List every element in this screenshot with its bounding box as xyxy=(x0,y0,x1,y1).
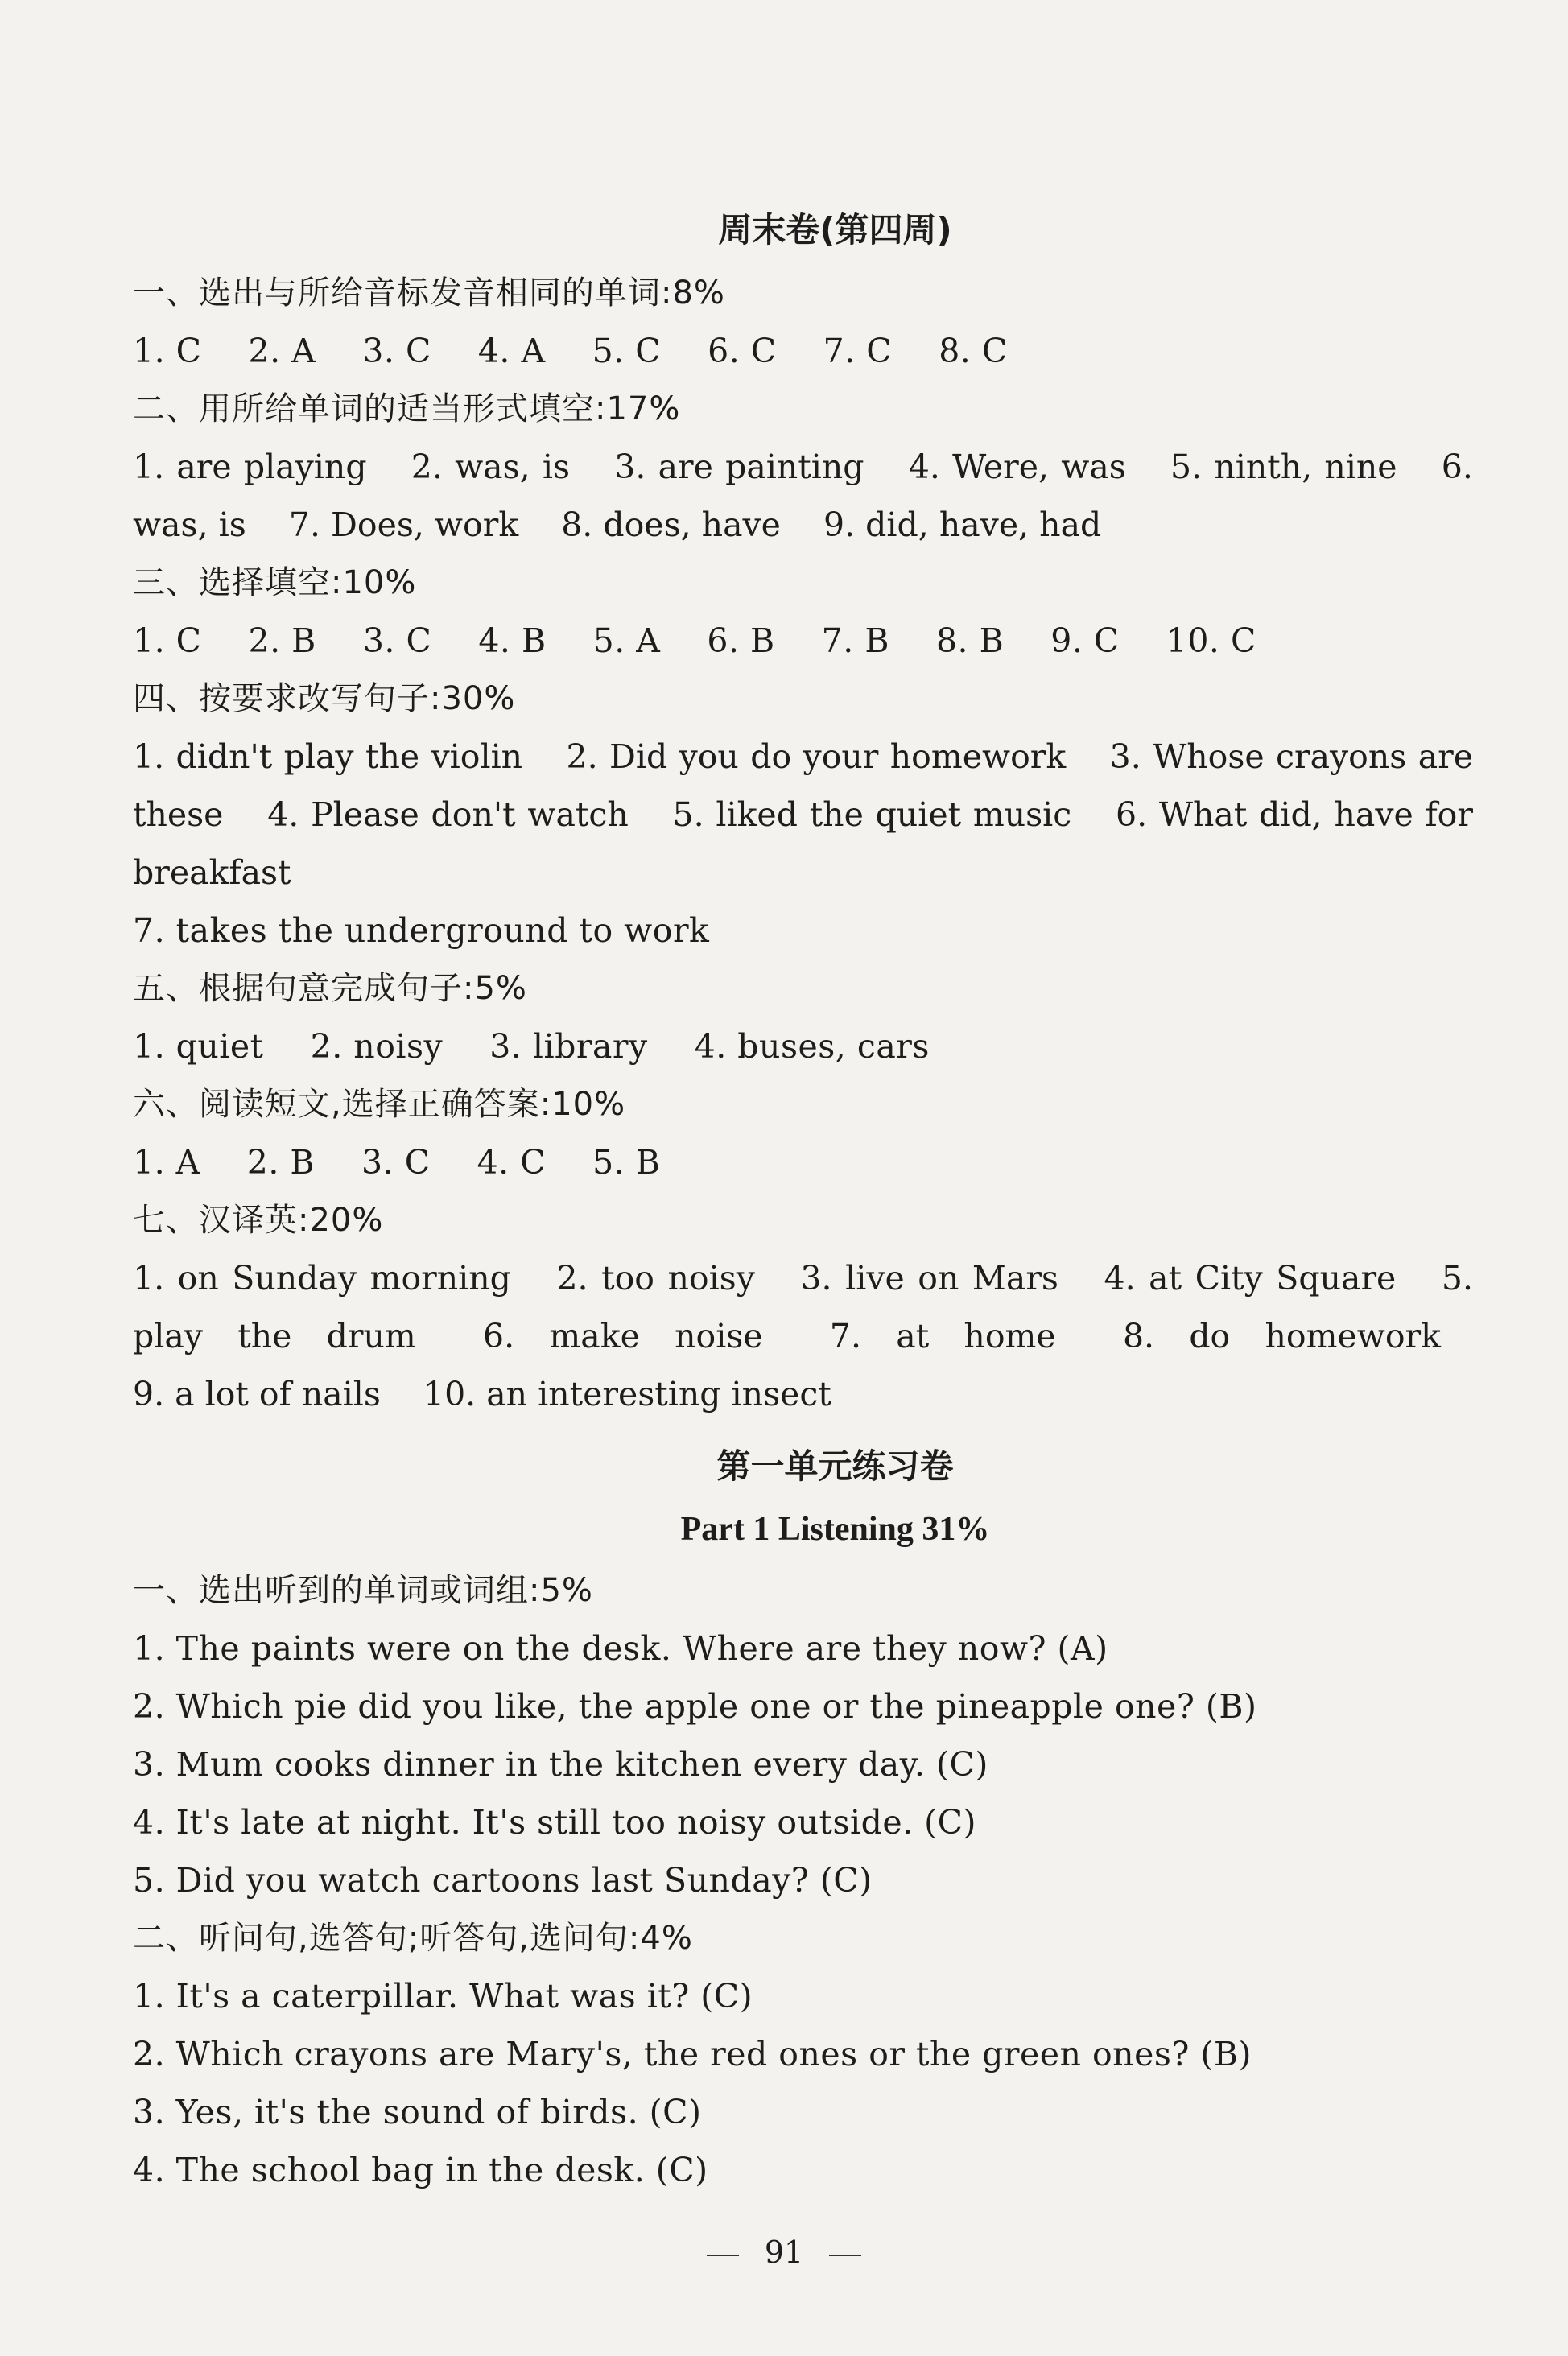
answer-item: 9. a lot of nails xyxy=(133,1375,381,1413)
section-5-answers xyxy=(133,1017,1473,1075)
listening-line: 4. It's late at night. It's still too noisy outside. (C) xyxy=(133,1803,977,1842)
answer-item: 1. A xyxy=(133,1143,200,1182)
answer-page xyxy=(133,193,1473,2199)
section-6-heading: 六、阅读短文,选择正确答案:10% xyxy=(133,1086,626,1123)
answer-item: 10. C xyxy=(1166,621,1256,660)
page-number: 91 xyxy=(764,2234,804,2270)
answer-item: 3. C xyxy=(361,1143,431,1182)
answer-item: 3. library xyxy=(489,1027,648,1066)
answer-item: 1. didn't play the violin xyxy=(133,737,523,776)
listening-line: 1. The paints were on the desk. Where are they now? (A) xyxy=(133,1629,1108,1668)
answer-item: 5. ninth, nine xyxy=(1170,448,1397,486)
answer-item: 1. on Sunday morning xyxy=(133,1259,511,1298)
answer-item: 6. What did, have for breakfast xyxy=(133,795,1473,892)
listening-line: 4. The school bag in the desk. (C) xyxy=(133,2151,708,2189)
section-2-answers xyxy=(133,438,1473,554)
answer-item: 2. B xyxy=(246,1143,316,1182)
answer-item: 1. C xyxy=(133,621,202,660)
section-1-heading: 一、选出与所给音标发音相同的单词:8% xyxy=(133,274,725,312)
answer-item: 7. Does, work xyxy=(288,505,519,544)
listening-line: 2. Which pie did you like, the apple one or the pineapple one? (B) xyxy=(133,1687,1257,1726)
listening-line: 5. Did you watch cartoons last Sunday? (C) xyxy=(133,1861,873,1900)
answer-item: 5. play the drum xyxy=(133,1259,1473,1355)
answer-item: 5. liked the quiet music xyxy=(672,795,1072,834)
answer-item: 10. an interesting insect xyxy=(423,1375,831,1413)
answer-item: 6. make noise xyxy=(483,1317,763,1355)
answer-item: 7. C xyxy=(823,332,893,370)
answer-item: 3. Whose crayons are these xyxy=(133,737,1474,834)
section-1-answers xyxy=(133,322,1473,380)
answer-item: 4. Were, was xyxy=(908,448,1126,486)
answer-item: 2. Did you do your homework xyxy=(566,737,1067,776)
answer-item: 2. A xyxy=(248,332,316,370)
section-4-heading: 四、按要求改写句子:30% xyxy=(133,680,516,717)
section-4-answers xyxy=(133,728,1473,902)
answer-item: 5. B xyxy=(592,1143,661,1182)
answer-item: 8. do homework xyxy=(1122,1317,1441,1355)
part-title: Part 1 Listening 31% xyxy=(680,1511,990,1548)
section-2-heading: 二、用所给单词的适当形式填空:17% xyxy=(133,390,681,427)
answer-item: 6. C xyxy=(708,332,777,370)
answer-item: 2. noisy xyxy=(310,1027,444,1066)
answer-item: 3. are painting xyxy=(614,448,864,486)
section-3-answers xyxy=(133,612,1473,670)
answer-item: 7. B xyxy=(821,621,889,660)
weekend-title: 周末卷(第四周) xyxy=(718,210,952,250)
section-3-heading: 三、选择填空:10% xyxy=(133,564,417,601)
listening-line: 3. Mum cooks dinner in the kitchen every day. (C) xyxy=(133,1745,988,1784)
section-7-heading: 七、汉译英:20% xyxy=(133,1202,384,1239)
answer-item: 4. B xyxy=(478,621,547,660)
listening-2-heading: 二、听问句,选答句;听答句,选问句:4% xyxy=(133,1920,693,1957)
listening-1-heading: 一、选出听到的单词或词组:5% xyxy=(133,1572,593,1609)
answer-item: 4. C xyxy=(477,1143,547,1182)
answer-item: 5. C xyxy=(592,332,662,370)
footer-dash-right xyxy=(829,2255,861,2256)
footer-dash-left xyxy=(707,2255,739,2256)
answer-item: 7. at home xyxy=(829,1317,1056,1355)
listening-line: 1. It's a caterpillar. What was it? (C) xyxy=(133,1977,753,2016)
answer-item: 8. B xyxy=(935,621,1005,660)
answer-item: 1. C xyxy=(133,332,202,370)
answer-item: 8. C xyxy=(939,332,1008,370)
answer-item: 6. was, is xyxy=(133,448,1473,544)
answer-item: 4. Please don't watch xyxy=(267,795,629,834)
answer-item: 4. buses, cars xyxy=(694,1027,930,1066)
section-7-answers xyxy=(133,1249,1473,1423)
section-5-heading: 五、根据句意完成句子:5% xyxy=(133,970,527,1007)
answer-item: 4. A xyxy=(477,332,546,370)
answer-item: 2. too noisy xyxy=(556,1259,755,1298)
answer-item: 2. was, is xyxy=(411,448,571,486)
answer-item: 3. C xyxy=(362,332,431,370)
answer-item: 9. C xyxy=(1050,621,1120,660)
unit-title: 第一单元练习卷 xyxy=(716,1446,954,1486)
answer-item: 9. did, have, had xyxy=(823,505,1102,544)
answer-item: 3. live on Mars xyxy=(800,1259,1058,1298)
answer-item: 4. at City Square xyxy=(1104,1259,1397,1298)
answer-item: 8. does, have xyxy=(561,505,781,544)
answer-item: 1. quiet xyxy=(133,1027,264,1066)
answer-item: 1. are playing xyxy=(133,448,367,486)
listening-line: 3. Yes, it's the sound of birds. (C) xyxy=(133,2093,702,2131)
answer-item: 6. B xyxy=(707,621,775,660)
listening-line: 2. Which crayons are Mary's, the red ones or the green ones? (B) xyxy=(133,2035,1252,2073)
answer-item: 5. A xyxy=(592,621,661,660)
page-footer xyxy=(0,2234,1568,2270)
section-4-extra-line: 7. takes the underground to work xyxy=(133,911,710,950)
section-6-answers xyxy=(133,1133,1473,1191)
answer-item: 2. B xyxy=(248,621,316,660)
answer-item: 3. C xyxy=(362,621,432,660)
